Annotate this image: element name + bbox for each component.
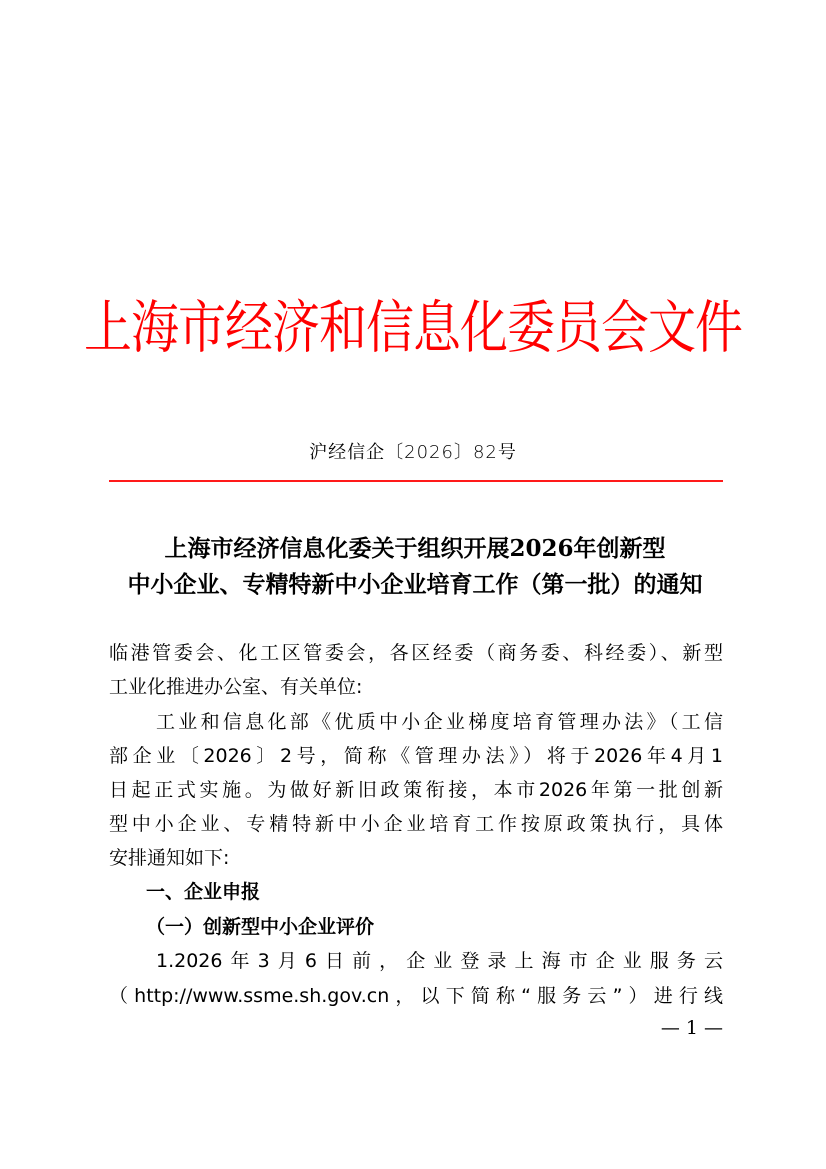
page-number: — 1 —	[660, 1017, 723, 1039]
paragraph-1-line-1: 工业和信息化部《优质中小企业梯度培育管理办法》（工信	[156, 711, 723, 733]
item-1-line-2: （http://www.ssme.sh.gov.cn，以下简称“服务云”）进行线	[109, 985, 723, 1007]
paragraph-1-line-4: 型中小企业、专精特新中小企业培育工作按原政策执行，具体	[109, 813, 723, 835]
recipients-line-1: 临港管委会、化工区管委会，各区经委（商务委、科经委）、新型	[109, 642, 723, 664]
subsection-heading-1: （一）创新型中小企业评价	[146, 916, 375, 938]
notice-title-line-1: 上海市经济信息化委关于组织开展2026年创新型	[164, 535, 666, 562]
paragraph-1-line-3: 日起正式实施。为做好新旧政策衔接，本市2026年第一批创新	[109, 779, 723, 801]
item-1-line-1: 1.2026年3月6日前，企业登录上海市企业服务云	[156, 950, 723, 972]
red-divider-rule	[109, 480, 723, 482]
masthead-title: 上海市经济和信息化委员会文件	[83, 294, 742, 362]
section-heading-1: 一、企业申报	[146, 881, 261, 903]
recipients-line-2: 工业化推进办公室、有关单位:	[109, 676, 363, 698]
notice-title-line-2: 中小企业、专精特新中小企业培育工作（第一批）的通知	[127, 571, 703, 598]
document-number: 沪经信企〔2026〕82号	[309, 442, 517, 463]
paragraph-1-line-5: 安排通知如下:	[109, 847, 230, 869]
paragraph-1-line-2: 部企业〔2026〕2号，简称《管理办法》）将于2026年4月1	[109, 745, 723, 767]
